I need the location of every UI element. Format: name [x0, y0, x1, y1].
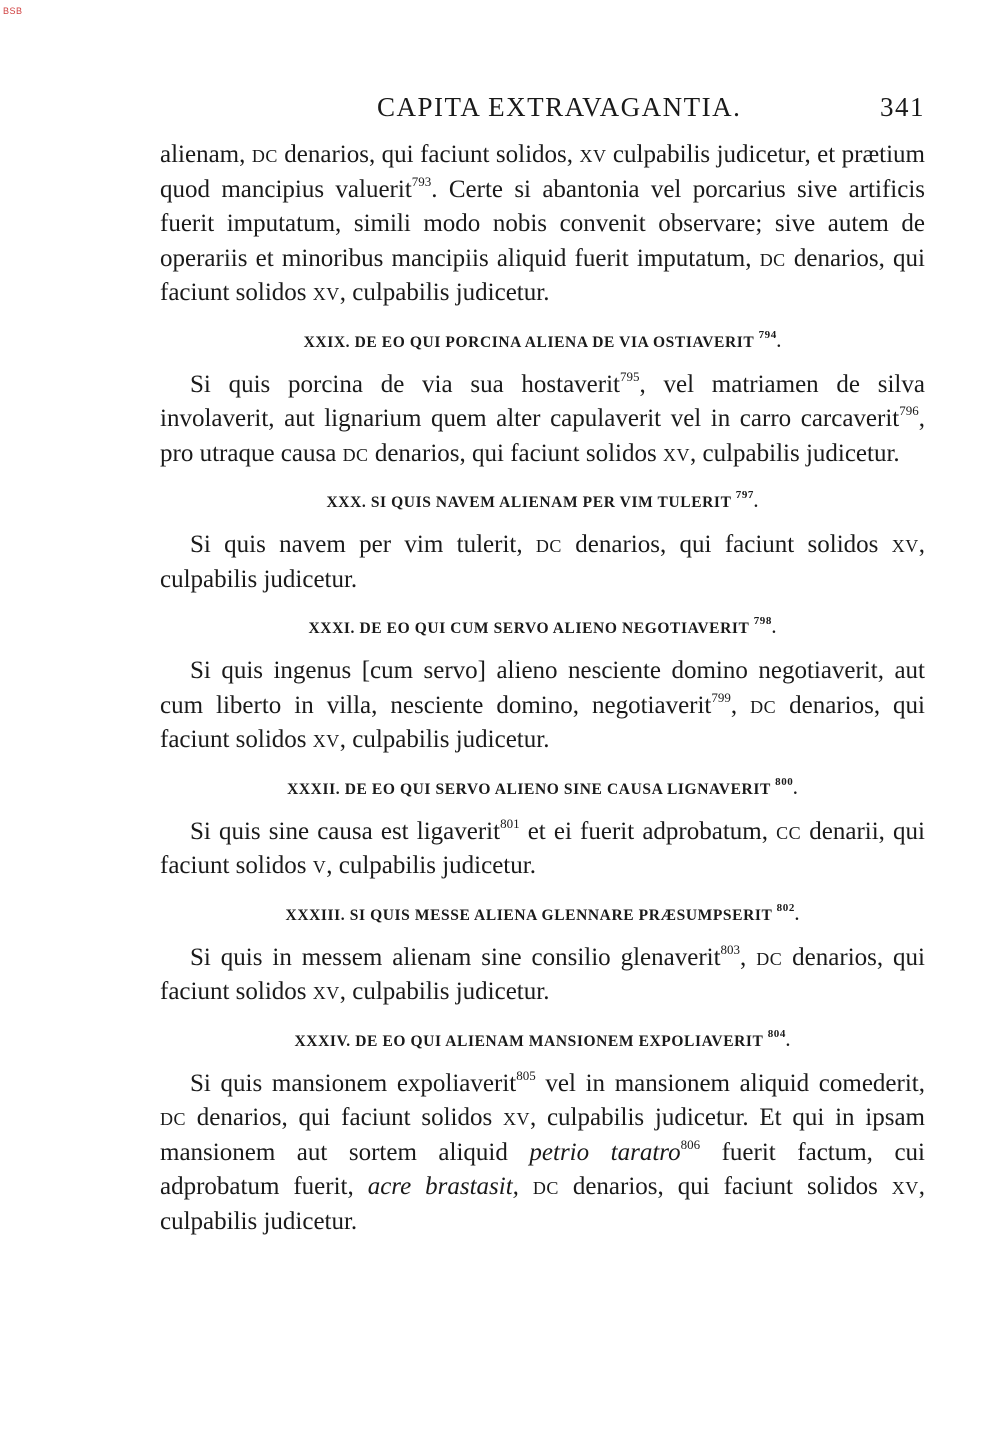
section-heading-xxxi: XXXI. DE EO QUI CUM SERVO ALIENO NEGOTIAVERIT $^{798}$.: [308, 615, 777, 637]
section-heading-xxix: XXIX. DE EO QUI PORCINA ALIENA DE VIA OSTIAVERIT $^{794}$.: [303, 328, 782, 351]
footnote-ref[interactable]: 794: [758, 328, 777, 341]
footnote-ref[interactable]: 793: [411, 173, 432, 189]
footnote-ref[interactable]: 796: [899, 403, 919, 418]
paragraph-xxx: Si quis navem per vim tulerit, dc denarios, qui faciunt solidos xv, culpabilis judicetur.: [160, 531, 925, 593]
footnote-ref[interactable]: 799: [711, 689, 731, 705]
footnote-ref[interactable]: 795: [620, 368, 640, 384]
paragraph-xxxi: Si quis ingenus [cum servo] alieno nesciente domino negotiaverit, aut cum liberto in villa, nesciente domino, negotiaverit$^{799}$, dc denarios, qui faciunt solidos xv, culpabilis judicetur.: [160, 657, 925, 753]
paragraph-continued: alienam, dc denarios, qui faciunt solidos, xv culpabilis judicetur, et prætium quod mancipius valuerit$^{793}$. Certe si abantonia vel porcarius sive artificis fuerit imputatum, simili modo nobis convenit observare; sive autem de operariis et minoribus mancipiis aliquid fuerit imputatum, dc denarios, qui faciunt solidos xv, culpabilis judicetur.: [160, 141, 926, 306]
paragraph-xxxiii: Si quis in messem alienam sine consilio glenaverit$^{803}$, dc denarios, qui faciunt solidos xv, culpabilis judicetur.: [160, 941, 926, 1005]
paragraph-xxxiv: Si quis mansionem expoliaverit$^{805}$ vel in mansionem aliquid comederit, dc denarios, qui faciunt solidos xv, culpabilis judicetur. Et qui in ipsam mansionem aut sortem aliquid petrio taratro$^{806}$ fuerit factum, cui adprobatum fuerit, acre brastasit, dc denarios, qui faciunt solidos xv, culpabilis judicetur.: [160, 1067, 926, 1235]
page-body: [160, 138, 925, 1239]
footnote-ref[interactable]: 797: [735, 489, 755, 501]
paragraph-xxxii: Si quis sine causa est ligaverit$^{801}$ et ei fuerit adprobatum, cc denarii, qui faciunt solidos v, culpabilis judicetur.: [160, 815, 925, 879]
running-header: [160, 92, 925, 128]
running-title: CAPITA EXTRAVAGANTIA.: [377, 92, 742, 122]
paragraph-xxix: Si quis porcina de via sua hostaverit$^{795}$, vel matriamen de silva involaverit, aut lignarium quem alter capulaverit vel in carro carcaverit$^{796}$, pro utraque causa dc denarios, qui faciunt solidos xv, culpabilis judicetur.: [160, 368, 925, 467]
page-number: 341: [880, 92, 925, 122]
footnote-ref[interactable]: 800: [775, 775, 794, 788]
footnote-ref[interactable]: 806: [680, 1136, 701, 1152]
library-stamp: BSB: [3, 6, 23, 16]
footnote-ref[interactable]: 801: [500, 815, 520, 831]
italic-term: petrio taratro: [529, 1138, 681, 1166]
section-heading-xxxiv: XXXIV. DE EO QUI ALIENAM MANSIONEM EXPOLIAVERIT $^{804}$.: [294, 1027, 791, 1050]
italic-term: acre brastasit,: [367, 1173, 519, 1200]
section-heading-xxxiii: XXXIII. SI QUIS MESSE ALIENA GLENNARE PRÆSUMPSERIT $^{802}$.: [285, 901, 800, 924]
footnote-ref[interactable]: 805: [516, 1067, 536, 1083]
footnote-ref[interactable]: 802: [776, 901, 795, 914]
section-heading-xxxii: XXXII. DE EO QUI SERVO ALIENO SINE CAUSA LIGNAVERIT $^{800}$.: [287, 775, 798, 798]
footnote-ref[interactable]: 804: [767, 1027, 787, 1040]
footnote-ref[interactable]: 803: [720, 941, 741, 957]
footnote-ref[interactable]: 798: [753, 615, 773, 627]
section-heading-xxx: XXX. SI QUIS NAVEM ALIENAM PER VIM TULERIT $^{797}$.: [326, 489, 759, 511]
